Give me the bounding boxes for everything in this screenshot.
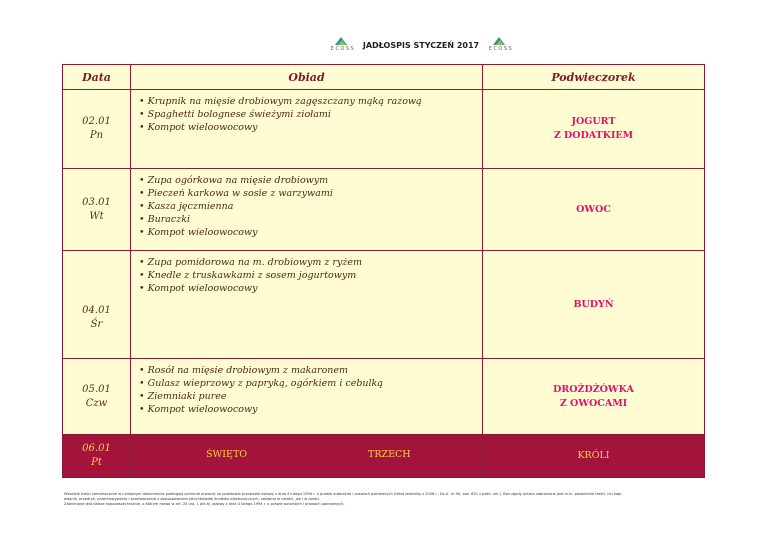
logo-text: ECOSS xyxy=(330,46,356,52)
date-cell xyxy=(63,90,131,169)
snack-cell xyxy=(483,169,705,251)
weekday: Pn xyxy=(89,130,104,141)
date: 04.01 xyxy=(82,304,111,316)
page-title: JADŁOSPIS STYCZEŃ 2017 xyxy=(362,41,480,50)
dinner-cell xyxy=(131,90,483,169)
date-cell xyxy=(63,251,131,359)
weekday: Pt xyxy=(91,457,102,468)
snack-line: Z OWOCAMI xyxy=(559,397,628,409)
date: 03.01 xyxy=(82,196,111,208)
dish-item: • Krupnik na mięsie drobiowym zagęszczany mąką razową xyxy=(139,95,482,108)
dish-item: • Kasza jęczmienna xyxy=(139,200,482,213)
dinner-cell xyxy=(131,359,483,435)
snack-line: Z DODATKIEM xyxy=(553,130,634,141)
footer-line: owanie, przedruk, przechowywanie i przetwarzanie z zastosowaniem jakichkolwiek środków elektronicznych, zarówno w całości, jak i w części. xyxy=(64,497,321,501)
holiday-snack-cell: KRÓLI xyxy=(483,435,705,478)
date-cell xyxy=(63,169,131,251)
dish-item: • Pieczeń karkowa w sosie z warzywami xyxy=(139,187,482,200)
dish-item: • Zupa ogórkowa na mięsie drobiowym xyxy=(139,174,482,187)
dish-item: • Zupa pomidorowa na m. drobiowym z ryżem xyxy=(139,256,482,269)
dish-item: • Spaghetti bolognese świeżymi ziołami xyxy=(139,108,482,121)
dish-item: • Kompot wieloowocowy xyxy=(139,282,482,295)
weekday: Czw xyxy=(85,397,108,409)
snack-line: BUDYŃ xyxy=(573,298,614,310)
date: 05.01 xyxy=(82,383,111,395)
table-row xyxy=(63,359,705,435)
header-date: Data xyxy=(63,65,131,90)
page-header xyxy=(0,36,768,56)
snack-line: OWOC xyxy=(576,203,611,215)
dish-item: • Rosół na mięsie drobiowym z makaronem xyxy=(139,364,482,377)
weekday: Śr xyxy=(90,318,103,330)
snack-cell xyxy=(483,90,705,169)
holiday-word: ŚWIĘTO xyxy=(206,449,248,460)
dinner-cell xyxy=(131,169,483,251)
footer-line: Wszelkie treści zamieszczone w niniejszym dokumencie podlegają ochronie prawnej na podstawie przepisów ustawy z dnia 4 lutego 1994 r. o prawie autorskim i prawach pokrewnych (tekst jednolity z 2006 r., Dz.U. nr 90, poz. 631 z późn. zm.). Bez zgody autora zabronione jest m.in. powielanie treści, ich kopi- xyxy=(64,492,623,496)
copyright-footer xyxy=(64,492,704,507)
snack-line: JOGURT xyxy=(571,116,616,127)
dinner-cell xyxy=(131,251,483,359)
holiday-row xyxy=(63,435,705,478)
table-row xyxy=(63,251,705,359)
holiday-word: TRZECH xyxy=(368,449,411,460)
logo-text: ECOSS xyxy=(488,46,514,52)
date: 06.01 xyxy=(82,443,111,454)
weekday: Wt xyxy=(89,210,104,222)
dish-item: • Kompot wieloowocowy xyxy=(139,121,482,134)
dish-item: • Buraczki xyxy=(139,213,482,226)
date: 02.01 xyxy=(82,116,111,127)
footer-line: Zabronione jest dalsze rozpowszechnianie, o którym mowa w art. 25 ust. 1 pkt b) ustawy z dnia 4 lutego 1994 r. o prawie autorskim i prawach pokrewnych. xyxy=(64,502,345,506)
ecoss-logo-mark-icon xyxy=(334,36,348,46)
dish-item: • Kompot wieloowocowy xyxy=(139,226,482,239)
snack-cell xyxy=(483,251,705,359)
table-header-row xyxy=(63,65,705,90)
table-row xyxy=(63,169,705,251)
ecoss-logo xyxy=(478,36,524,54)
snack-line: DROŻDŻÓWKA xyxy=(553,383,634,395)
date-cell xyxy=(63,435,131,478)
date-cell xyxy=(63,359,131,435)
dish-item: • Knedle z truskawkami z sosem jogurtowym xyxy=(139,269,482,282)
table-row xyxy=(63,90,705,169)
dish-item: • Ziemniaki puree xyxy=(139,390,482,403)
dish-item: • Gulasz wieprzowy z papryką, ogórkiem i cebulką xyxy=(139,377,482,390)
dish-item: • Kompot wieloowocowy xyxy=(139,403,482,416)
ecoss-logo-mark-icon xyxy=(492,36,506,46)
header-dinner: Obiad xyxy=(131,65,483,90)
menu-table xyxy=(62,64,705,478)
snack-cell xyxy=(483,359,705,435)
header-snack: Podwieczorek xyxy=(483,65,705,90)
holiday-dinner-cell xyxy=(131,435,483,478)
